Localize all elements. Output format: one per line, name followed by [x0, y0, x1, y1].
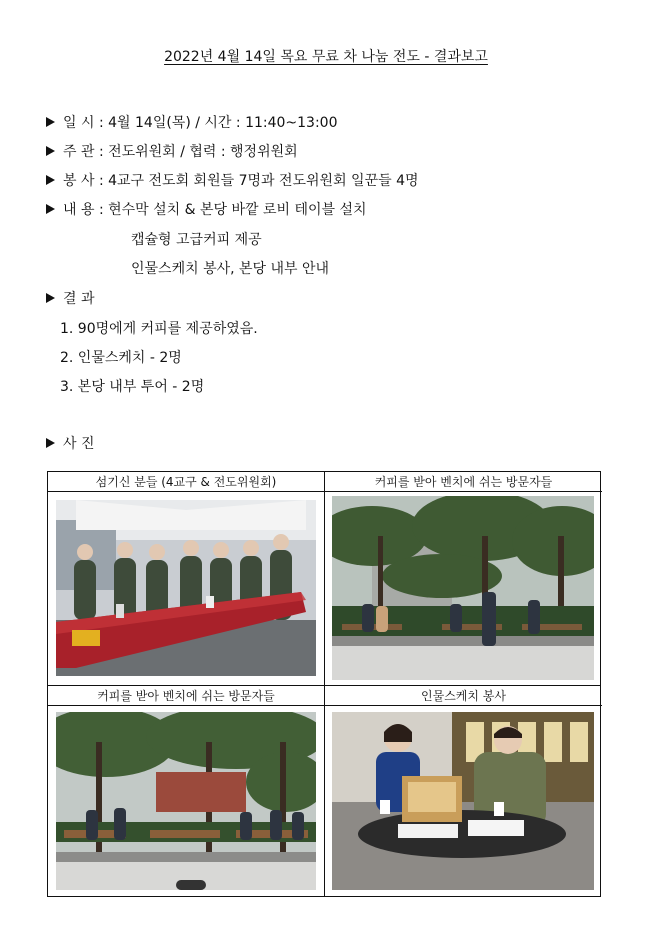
- info-host: [46, 141, 298, 161]
- photo-caption: 인물스케치 봉사: [325, 686, 602, 706]
- info-value: 전도위원회 / 협력 : 행정위원회: [108, 144, 298, 160]
- info-label: 내 용 :: [63, 202, 104, 218]
- result-item: 1. 90명에게 커피를 제공하였음.: [60, 321, 258, 337]
- photo-caption: 섬기신 분들 (4교구 & 전도위원회): [48, 472, 324, 492]
- arrow-bullet-icon: [46, 175, 55, 185]
- arrow-bullet-icon: [46, 293, 55, 303]
- photo-caption: 커피를 받아 벤치에 쉬는 방문자들: [48, 686, 324, 706]
- arrow-bullet-icon: [46, 117, 55, 127]
- info-value: 현수막 설치 & 본당 바깥 로비 테이블 설치: [108, 202, 367, 218]
- result-heading-label: 결 과: [63, 291, 95, 307]
- arrow-bullet-icon: [46, 146, 55, 156]
- photo-heading: [46, 433, 95, 453]
- photo-caption: 커피를 받아 벤치에 쉬는 방문자들: [325, 472, 602, 492]
- arrow-bullet-icon: [46, 204, 55, 214]
- info-label: 봉 사 :: [63, 173, 104, 189]
- result-item: 3. 본당 내부 투어 - 2명: [60, 379, 205, 395]
- photo-bench-visitors: [56, 712, 316, 890]
- content-extra-1: 캡슐형 고급커피 제공: [131, 232, 262, 248]
- result-item: 2. 인물스케치 - 2명: [60, 350, 182, 366]
- content-extra-2: 인물스케치 봉사, 본당 내부 안내: [131, 261, 330, 277]
- info-value: 4월 14일(목) / 시간 : 11:40~13:00: [108, 115, 338, 131]
- table-divider: [324, 472, 325, 896]
- info-schedule: [46, 112, 338, 132]
- arrow-bullet-icon: [46, 438, 55, 448]
- photo-heading-label: 사 진: [63, 436, 95, 452]
- photo-table: [47, 471, 601, 897]
- info-content: [46, 199, 367, 219]
- info-volunteers: [46, 170, 419, 190]
- photo-bench-visitors: [332, 496, 594, 680]
- info-label: 일 시 :: [63, 115, 104, 131]
- photo-volunteers: [56, 500, 316, 676]
- info-value: 4교구 전도회 회원들 7명과 전도위원회 일꾼들 4명: [108, 173, 419, 189]
- result-heading: [46, 288, 95, 308]
- info-label: 주 관 :: [63, 144, 104, 160]
- document-title: 2022년 4월 14일 목요 무료 차 나눔 전도 - 결과보고: [164, 49, 488, 65]
- photo-portrait-sketch: [332, 712, 594, 890]
